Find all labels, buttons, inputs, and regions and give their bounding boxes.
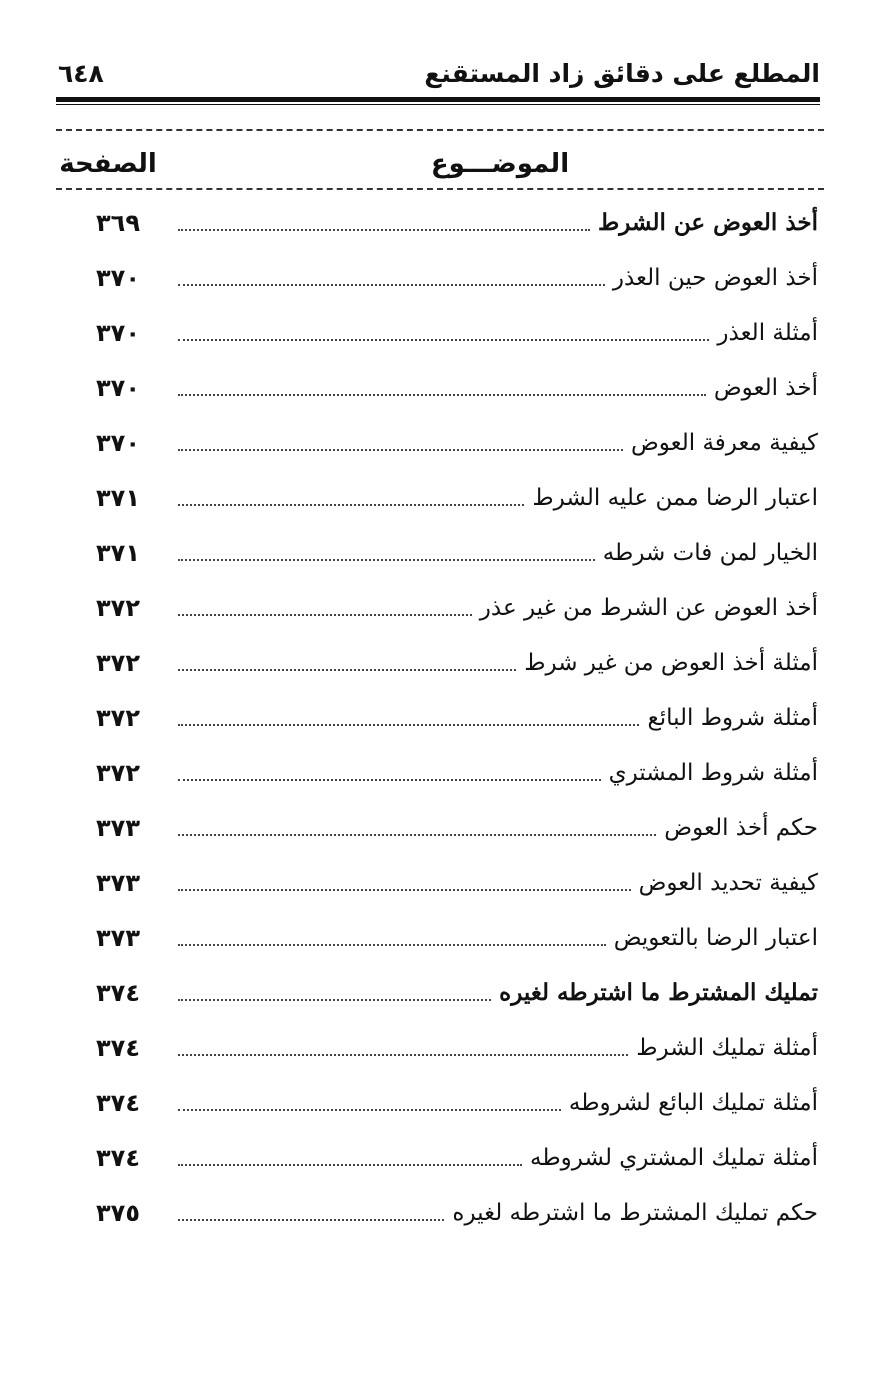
table-of-contents	[58, 195, 818, 1240]
dashed-divider-top	[56, 129, 824, 131]
dot-leader	[178, 889, 631, 891]
dot-leader	[178, 779, 601, 781]
dot-leader	[178, 944, 606, 946]
toc-entry[interactable]	[58, 1075, 818, 1130]
toc-entry-title: أمثلة شروط البائع	[647, 704, 818, 731]
toc-entry-title: أخذ العوض عن الشرط	[598, 208, 818, 236]
dot-leader	[178, 449, 623, 451]
dot-leader	[178, 504, 524, 506]
book-title: المطلع على دقائق زاد المستقنع	[424, 59, 820, 88]
dot-leader	[178, 559, 595, 561]
toc-entry-page: ٣٧١	[96, 538, 140, 567]
toc-entry-page: ٣٧٤	[96, 978, 140, 1007]
toc-entry-page: ٣٧٠	[96, 318, 140, 347]
toc-entry[interactable]	[58, 965, 818, 1020]
toc-entry-title: أمثلة شروط المشتري	[608, 759, 818, 786]
toc-entry[interactable]	[58, 635, 818, 690]
toc-entry-title: أمثلة تمليك المشتري لشروطه	[530, 1144, 818, 1171]
toc-entry-title: أمثلة أخذ العوض من غير شرط	[524, 649, 818, 676]
toc-entry[interactable]	[58, 305, 818, 360]
toc-entry[interactable]	[58, 1130, 818, 1185]
toc-entry-title: اعتبار الرضا بالتعويض	[613, 924, 818, 951]
toc-entry-title: تمليك المشترط ما اشترطه لغيره	[499, 978, 818, 1006]
toc-entry-title: حكم أخذ العوض	[664, 814, 818, 841]
toc-entry-page: ٣٧٤	[96, 1143, 140, 1172]
topic-column-heading: الموضـــوع	[430, 149, 570, 179]
page-column-heading: الصفحة	[59, 149, 157, 179]
toc-entry-page: ٣٧٠	[96, 373, 140, 402]
toc-entry[interactable]	[58, 1020, 818, 1075]
header-rule	[56, 97, 820, 102]
toc-entry-title: أخذ العوض حين العذر	[612, 264, 818, 291]
toc-entry-title: أمثلة تمليك البائع لشروطه	[568, 1089, 818, 1116]
toc-entry-page: ٣٧٣	[96, 813, 140, 842]
toc-entry-title: كيفية تحديد العوض	[638, 869, 818, 896]
toc-entry-page: ٣٧٥	[96, 1198, 140, 1227]
toc-entry-title: أمثلة تمليك الشرط	[636, 1034, 818, 1061]
dot-leader	[178, 229, 590, 231]
dot-leader	[178, 339, 709, 341]
toc-entry-page: ٣٧٢	[96, 648, 140, 677]
toc-entry[interactable]	[58, 690, 818, 745]
toc-entry-page: ٣٧٢	[96, 703, 140, 732]
dot-leader	[178, 669, 516, 671]
dot-leader	[178, 999, 491, 1001]
toc-entry-page: ٣٧٢	[96, 593, 140, 622]
dot-leader	[178, 284, 605, 286]
toc-entry-page: ٣٧٠	[96, 428, 140, 457]
toc-entry[interactable]	[58, 360, 818, 415]
toc-entry-title: اعتبار الرضا ممن عليه الشرط	[532, 484, 818, 511]
toc-entry[interactable]	[58, 415, 818, 470]
dot-leader	[178, 1109, 561, 1111]
toc-entry[interactable]	[58, 250, 818, 305]
toc-entry[interactable]	[58, 525, 818, 580]
toc-entry-page: ٣٧٣	[96, 923, 140, 952]
toc-entry-title: أخذ العوض	[713, 374, 818, 401]
toc-entry-title: حكم تمليك المشترط ما اشترطه لغيره	[452, 1199, 818, 1226]
toc-entry-title: كيفية معرفة العوض	[630, 429, 818, 456]
dot-leader	[178, 1219, 444, 1221]
dashed-divider-columns	[56, 188, 824, 190]
toc-entry[interactable]	[58, 745, 818, 800]
toc-entry[interactable]	[58, 1185, 818, 1240]
toc-entry-title: أخذ العوض عن الشرط من غير عذر	[479, 594, 818, 621]
toc-entry-title: أمثلة العذر	[717, 319, 818, 346]
toc-entry-page: ٣٧٢	[96, 758, 140, 787]
toc-entry-title: الخيار لمن فات شرطه	[602, 539, 818, 566]
toc-entry[interactable]	[58, 800, 818, 855]
toc-entry[interactable]	[58, 195, 818, 250]
toc-entry-page: ٣٧١	[96, 483, 140, 512]
dot-leader	[178, 394, 706, 396]
toc-entry[interactable]	[58, 855, 818, 910]
dot-leader	[178, 1164, 522, 1166]
toc-entry-page: ٣٧٤	[96, 1033, 140, 1062]
dot-leader	[178, 1054, 628, 1056]
toc-entry-page: ٣٧٣	[96, 868, 140, 897]
running-header	[58, 58, 820, 90]
toc-entry-page: ٣٧٤	[96, 1088, 140, 1117]
header-rule-thin	[56, 104, 820, 105]
toc-entry[interactable]	[58, 910, 818, 965]
toc-entry-page: ٣٦٩	[96, 208, 140, 237]
dot-leader	[178, 834, 656, 836]
dot-leader	[178, 614, 472, 616]
toc-entry[interactable]	[58, 470, 818, 525]
toc-entry-page: ٣٧٠	[96, 263, 140, 292]
toc-entry[interactable]	[58, 580, 818, 635]
page-number: ٦٤٨	[58, 59, 104, 88]
dot-leader	[178, 724, 639, 726]
